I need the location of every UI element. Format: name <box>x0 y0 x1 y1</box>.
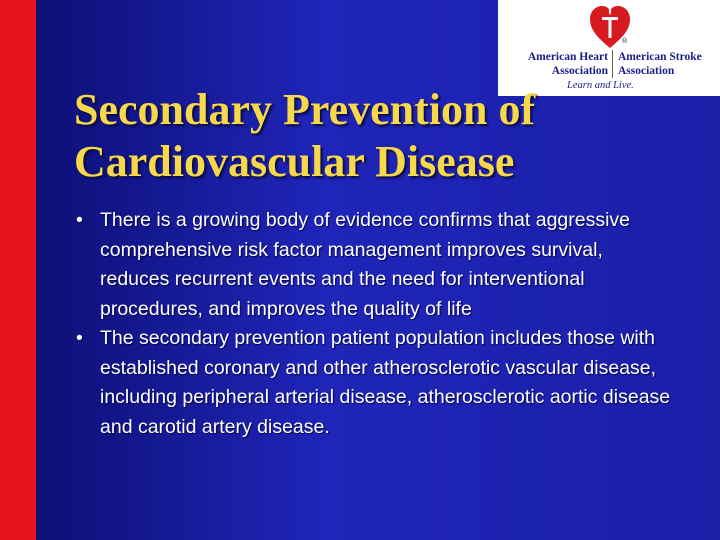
aha-name-line2: Association <box>551 65 608 77</box>
asa-name-line1: American Stroke <box>618 51 702 63</box>
slide-title-line1: Secondary Prevention of <box>74 85 536 134</box>
aha-name <box>505 50 608 78</box>
bullet-item <box>72 206 672 324</box>
bullet-text: The secondary prevention patient population includes those with established coronary and other atherosclerotic vascular disease, including peripheral arterial disease, atherosclerotic aortic disease and carotid artery disease. <box>100 327 671 438</box>
bullet-marker: • <box>76 209 83 231</box>
logo-divider <box>612 50 613 78</box>
slide-title-line2: Cardiovascular Disease <box>74 137 515 186</box>
bullet-marker: • <box>76 327 83 349</box>
red-accent-bar <box>0 0 36 540</box>
bullet-text: There is a growing body of evidence confirms that aggressive comprehensive risk factor management improves survival, reduces recurrent events and the need for interventional procedures, and improves the quality of life <box>100 209 631 320</box>
bullet-list <box>72 206 672 442</box>
slide-title <box>74 84 694 188</box>
aha-name-line1: American Heart <box>527 51 608 63</box>
asa-name <box>618 50 714 78</box>
registered-mark: ® <box>622 38 628 45</box>
tagline: Learn and Live. <box>567 80 634 91</box>
bullet-item <box>72 324 672 442</box>
asa-name-line2: Association <box>618 65 675 77</box>
